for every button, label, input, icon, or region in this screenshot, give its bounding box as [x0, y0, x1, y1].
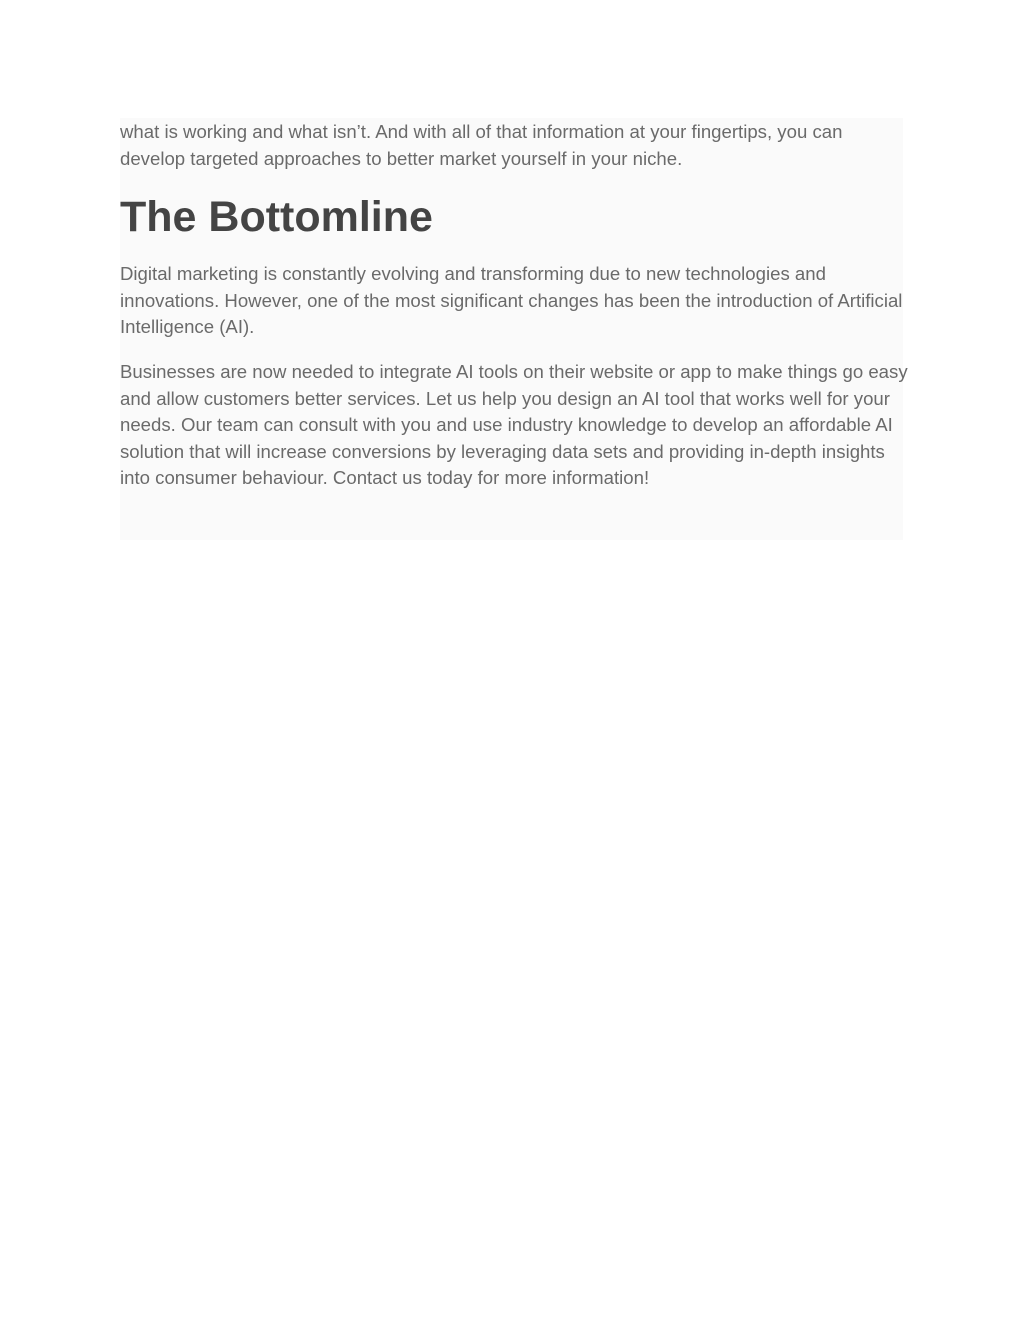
intro-paragraph: what is working and what isn’t. And with all of that information at your fingertips, you can develop targeted approaches to better market yourself in your niche. [120, 121, 843, 169]
body-paragraph-2: Businesses are now needed to integrate AI tools on their website or app to make things go easy and allow customers better services. Let us help you design an AI tool that works well for your needs. Our team can consult with you and use industry knowledge to develop an affordable AI solution that will increase conversions by leveraging data sets and providing in-depth insights into consumer behaviour. Contact us today for more information! [120, 361, 908, 489]
section-heading: The Bottomline [120, 193, 433, 241]
body-paragraph-1: Digital marketing is constantly evolving and transforming due to new technologies and innovations. However, one of the most significant changes has been the introduction of Artificial Intelligence (AI). [120, 263, 903, 338]
